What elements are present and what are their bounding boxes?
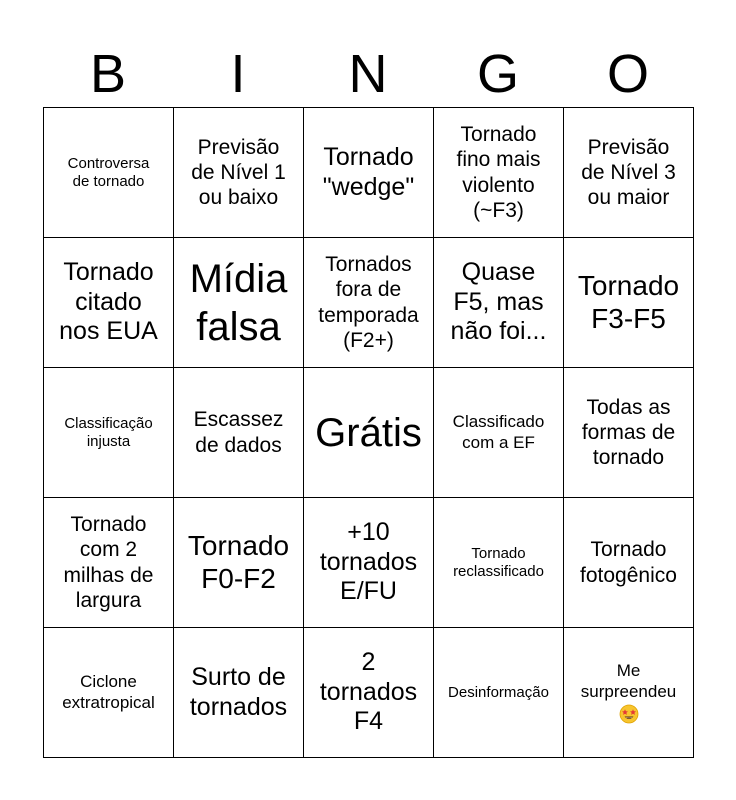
cell-label: Tornados fora de temporada (F2+)	[318, 253, 419, 352]
cell-label: Me surpreendeu	[580, 661, 677, 701]
bingo-cell[interactable]	[44, 108, 174, 238]
bingo-cell[interactable]	[304, 498, 434, 628]
cell-label: Ciclone extratropical	[62, 672, 155, 712]
cell-label: Tornado citado nos EUA	[59, 258, 158, 346]
bingo-cell[interactable]	[564, 238, 694, 368]
free-space-cell[interactable]	[304, 368, 434, 498]
cell-label: Classificado com a EF	[452, 412, 545, 452]
header-letter-n: N	[348, 44, 388, 104]
cell-label: Previsão de Nível 1 ou baixo	[191, 135, 286, 210]
bingo-cell[interactable]	[44, 498, 174, 628]
bingo-cell[interactable]	[564, 108, 694, 238]
bingo-cell[interactable]	[174, 368, 304, 498]
bingo-cell[interactable]	[44, 238, 174, 368]
cell-label: Todas as formas de tornado	[581, 395, 676, 470]
bingo-cell[interactable]	[434, 238, 564, 368]
bingo-cell[interactable]	[434, 628, 564, 758]
bingo-cell[interactable]	[304, 238, 434, 368]
cell-label: Classificação injusta	[64, 414, 153, 450]
bingo-cell[interactable]	[174, 108, 304, 238]
cell-label: Tornado F0-F2	[187, 530, 290, 594]
cell-label: +10 tornados E/FU	[319, 518, 418, 606]
cell-label: Tornado com 2 milhas de largura	[63, 513, 154, 612]
bingo-cell[interactable]	[434, 108, 564, 238]
cell-label: Escassez de dados	[193, 408, 284, 457]
cell-label: Previsão de Nível 3 ou maior	[581, 135, 676, 210]
cell-label: Surto de tornados	[189, 663, 288, 721]
bingo-cell[interactable]	[44, 368, 174, 498]
bingo-header	[43, 40, 693, 108]
star-struck-emoji-icon	[619, 704, 639, 724]
cell-label: Tornado "wedge"	[322, 143, 415, 201]
bingo-cell[interactable]	[304, 108, 434, 238]
bingo-cell[interactable]	[434, 498, 564, 628]
cell-label: Quase F5, mas não foi...	[450, 258, 547, 346]
bingo-cell[interactable]	[434, 368, 564, 498]
bingo-cell[interactable]	[174, 238, 304, 368]
free-space-label: Grátis	[315, 410, 422, 455]
cell-label: Tornado fotogênico	[580, 538, 677, 587]
cell-label: Tornado reclassificado	[453, 544, 544, 580]
bingo-cell[interactable]	[564, 498, 694, 628]
header-letter-g: G	[476, 44, 519, 104]
cell-content	[581, 661, 676, 724]
header-letter-b: B	[89, 44, 127, 104]
bingo-board	[43, 107, 694, 758]
cell-label: Desinformação	[448, 683, 549, 701]
bingo-cell[interactable]	[304, 628, 434, 758]
cell-label: Tornado F3-F5	[577, 270, 680, 334]
header-letter-o: O	[606, 44, 649, 104]
header-letter-i: I	[230, 44, 246, 104]
cell-label: 2 tornados F4	[319, 648, 418, 736]
bingo-cell[interactable]	[564, 628, 694, 758]
bingo-cell[interactable]	[174, 628, 304, 758]
bingo-cell[interactable]	[564, 368, 694, 498]
cell-label: Controversa de tornado	[67, 154, 150, 190]
cell-label: Mídia falsa	[189, 256, 288, 349]
bingo-cell[interactable]	[174, 498, 304, 628]
cell-label: Tornado fino mais violento (~F3)	[456, 123, 541, 222]
bingo-cell[interactable]	[44, 628, 174, 758]
